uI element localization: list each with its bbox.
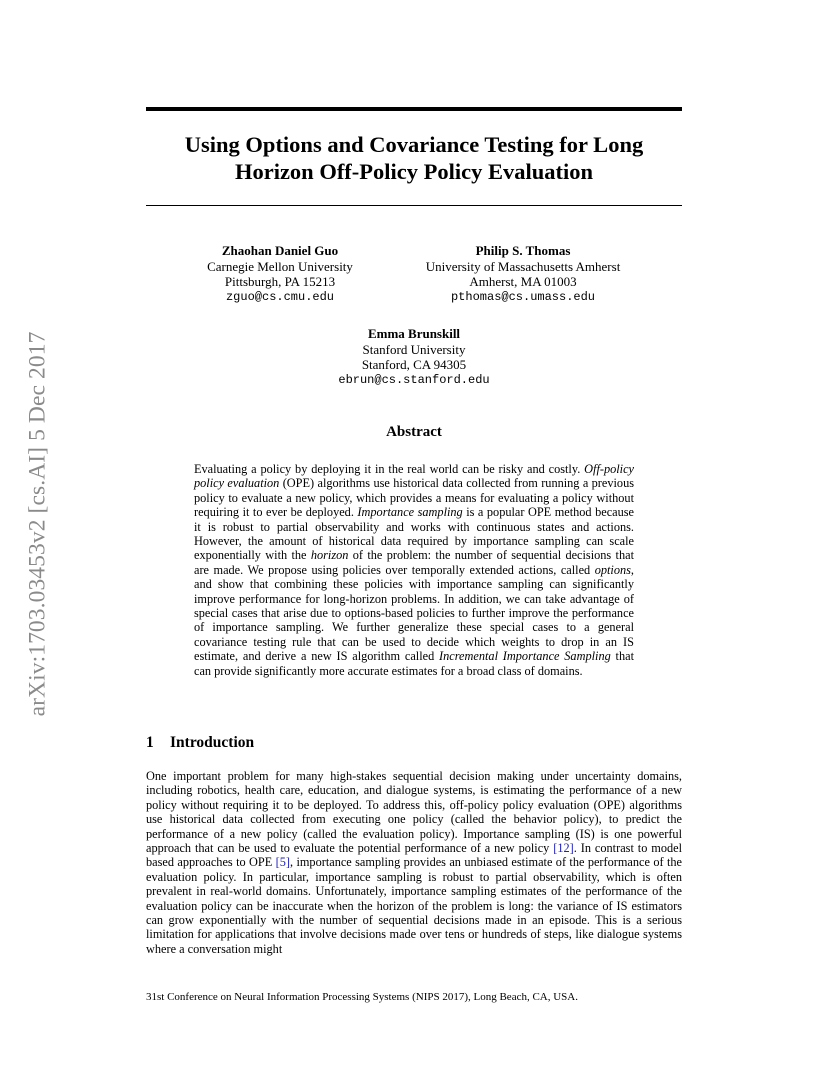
citation-link[interactable]: [5] bbox=[275, 855, 290, 870]
intro-text: , importance sampling provides an unbiased estimate of the performance of the evaluation policy. In particular, importance sampling is robust to partial observability, which is often prevalent in real-world domains. Unfortunately, importance sampling estimates of the performance of the evaluation policy can be inaccurate when the horizon of the problem is long: the variance of IS estimators can grow exponentially with the number of sequential decisions made in an episode. This is a serious limitation for applications that involve decisions made over tens or hundreds of steps, like dialogue systems where a conversation might bbox=[146, 855, 682, 956]
intro-paragraph bbox=[146, 769, 682, 956]
author-email[interactable]: pthomas@cs.umass.edu bbox=[450, 289, 596, 304]
author-affiliation: University of Massachusetts Amherst bbox=[425, 258, 621, 274]
title-line-1: Using Options and Covariance Testing for Long bbox=[184, 132, 644, 157]
abstract-emphasis: Off-policy policy evaluation bbox=[194, 462, 635, 491]
author-affiliation: Stanford University bbox=[362, 341, 466, 357]
introduction-body bbox=[146, 769, 682, 956]
author-email[interactable]: ebrun@cs.stanford.edu bbox=[338, 372, 490, 387]
author-block-2 bbox=[412, 243, 634, 305]
title-bottom-rule bbox=[146, 205, 682, 206]
abstract-text: , and show that combining these policies with importance sampling can significantly improve performance for long-horizon problems. In addition, we can take advantage of special cases that arise due to options-based policies to further improve the performance of importance sampling. We further generalize these special cases to a general covariance testing rule that can be used to decide which weights to drop in an IS estimate, and derive a new IS algorithm called bbox=[194, 562, 634, 664]
abstract-text: of the problem: the number of sequential decisions that are made. We propose using policies over temporally extended actions, called bbox=[194, 548, 634, 577]
author-address: Stanford, CA 94305 bbox=[361, 357, 467, 372]
abstract-emphasis: Importance sampling bbox=[357, 505, 463, 520]
conference-footnote: 31st Conference on Neural Information Processing Systems (NIPS 2017), Long Beach, CA, USA. bbox=[146, 991, 578, 1003]
abstract-emphasis: options bbox=[594, 562, 631, 577]
author-name: Zhaohan Daniel Guo bbox=[221, 243, 339, 258]
title-top-rule bbox=[146, 107, 682, 111]
abstract-text: Evaluating a policy by deploying it in the real world can be risky and costly. bbox=[194, 462, 581, 476]
author-block-3 bbox=[314, 326, 514, 388]
intro-text: . In contrast to model based approaches to OPE bbox=[146, 841, 682, 870]
author-address: Pittsburgh, PA 15213 bbox=[224, 274, 336, 289]
abstract-emphasis: Incremental Importance Sampling bbox=[439, 649, 611, 664]
abstract-text: that can provide significantly more accurate estimates for a broad class of domains. bbox=[194, 649, 634, 678]
arxiv-id: arXiv:1703.03453v2 [cs.AI] 5 Dec 2017 bbox=[24, 331, 51, 717]
abstract-heading: Abstract bbox=[386, 424, 442, 440]
author-block-1 bbox=[180, 243, 380, 305]
abstract-text: is a popular OPE method because it is robust to partial observability and works with continuous states and actions. However, the amount of historical data required by importance sampling can scale exponentially with the bbox=[194, 505, 634, 563]
author-email[interactable]: zguo@cs.cmu.edu bbox=[225, 289, 335, 304]
author-affiliation: Carnegie Mellon University bbox=[207, 258, 353, 274]
title-line-2: Horizon Off-Policy Policy Evaluation bbox=[234, 159, 594, 184]
author-name: Emma Brunskill bbox=[367, 326, 461, 341]
paper-title bbox=[146, 131, 682, 185]
abstract-text: (OPE) algorithms use historical data collected from running a previous policy to evaluate a new policy, which provides a means for evaluating a policy without requiring it to ever be deployed. bbox=[194, 476, 635, 520]
abstract-paragraph bbox=[194, 462, 634, 678]
author-address: Amherst, MA 01003 bbox=[469, 274, 577, 289]
section-number: 1 bbox=[146, 734, 154, 751]
arxiv-sidebar-stamp bbox=[18, 292, 58, 756]
intro-text: One important problem for many high-stakes sequential decision making under uncertainty domains, including robotics, health care, education, and dialogue systems, is estimating the performance of a new policy without requiring it to be deployed. To address this, off-policy policy evaluation (OPE) algorithms use historical data collected from executing one policy (called the behavior policy), to predict the performance of a new policy (called the evaluation policy). Importance sampling (IS) is one powerful approach that can be used to evaluate the potential performance of a new policy bbox=[146, 769, 682, 856]
citation-link[interactable]: [12] bbox=[553, 841, 574, 856]
section-title: Introduction bbox=[170, 734, 255, 751]
author-name: Philip S. Thomas bbox=[475, 243, 571, 258]
section-heading-introduction bbox=[146, 734, 254, 752]
abstract-body bbox=[194, 462, 634, 678]
abstract-emphasis: horizon bbox=[310, 548, 349, 563]
